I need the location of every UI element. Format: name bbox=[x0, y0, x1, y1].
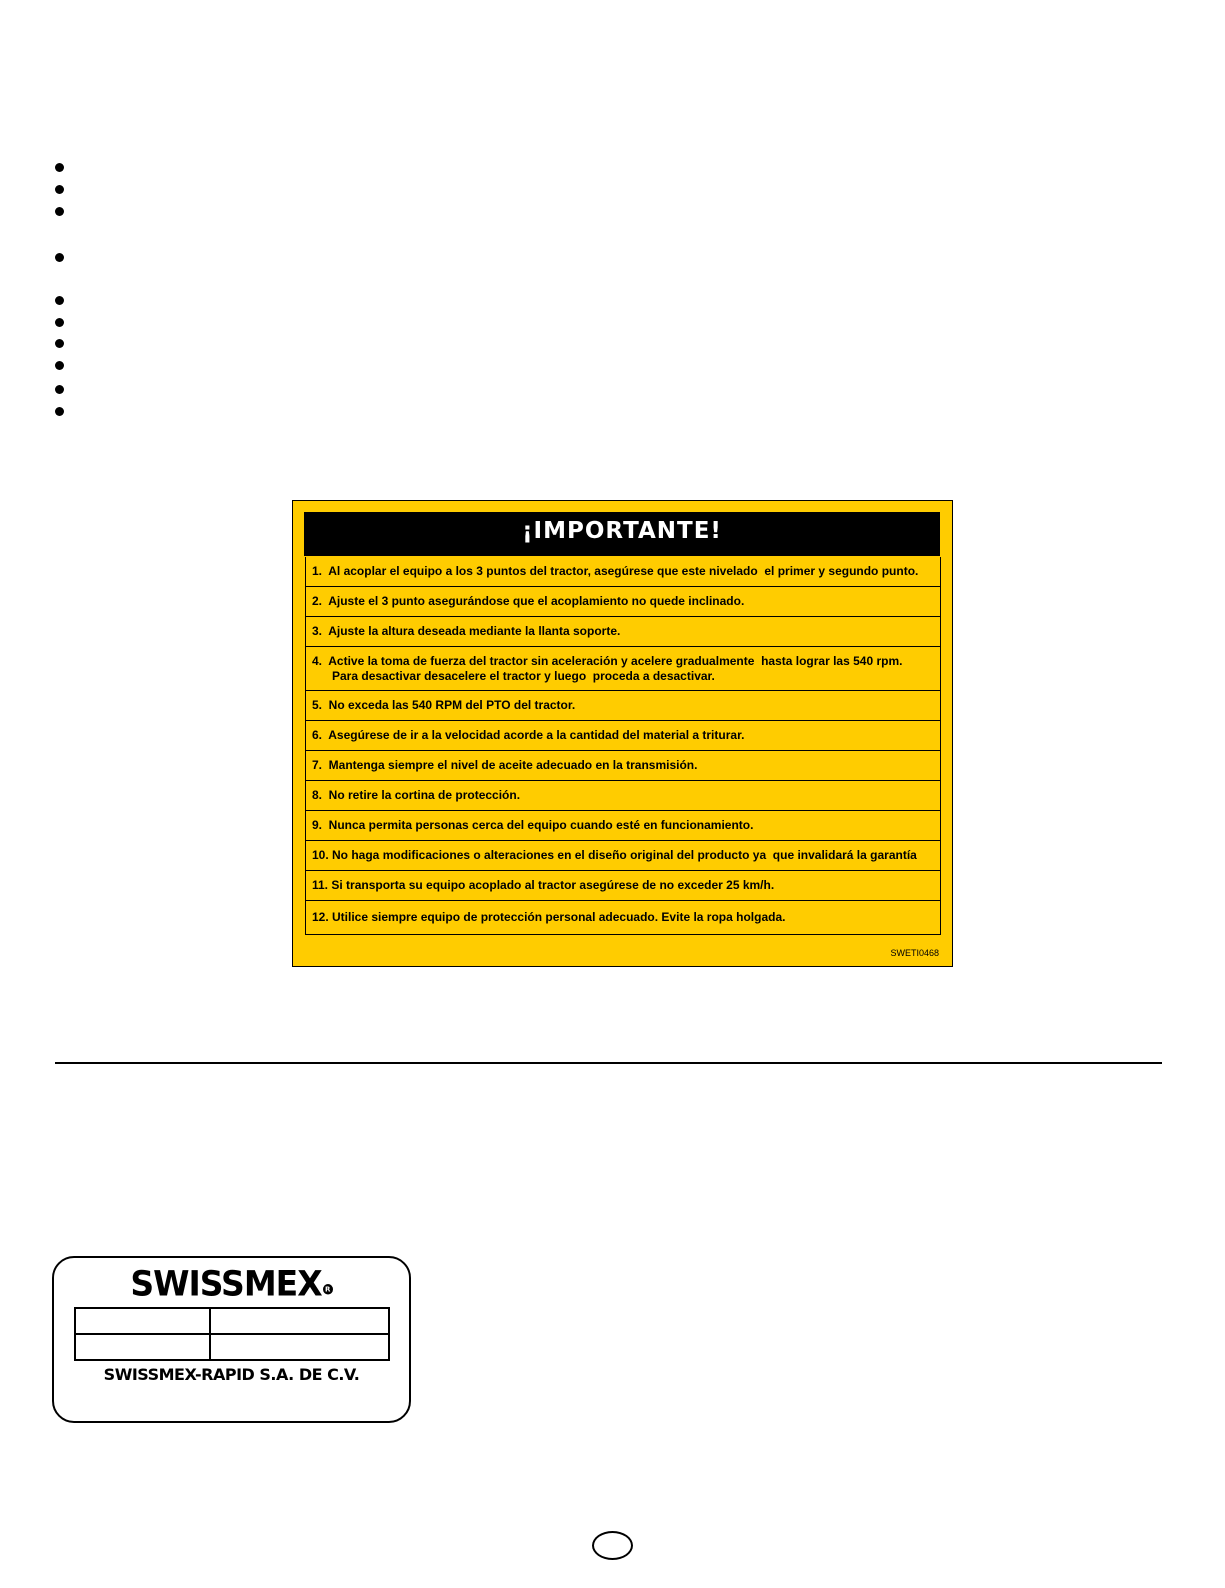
decal-instructions-table bbox=[305, 557, 941, 935]
brand-logo bbox=[54, 1263, 409, 1304]
decal-part-code: SWETI0468 bbox=[890, 948, 939, 958]
brand-name: SWISSMEX bbox=[130, 1263, 322, 1304]
page-number-oval bbox=[592, 1531, 633, 1560]
decal-title: ¡IMPORTANTE! bbox=[304, 512, 940, 556]
decal-item: 3. Ajuste la altura deseada mediante la llanta soporte. bbox=[306, 617, 940, 647]
company-name: SWISSMEX-RAPID S.A. DE C.V. bbox=[103, 1365, 360, 1384]
bullet-marker bbox=[55, 253, 64, 262]
bullet-marker bbox=[55, 296, 64, 305]
serial-plate bbox=[52, 1256, 411, 1423]
bullet-marker bbox=[55, 207, 64, 216]
registered-mark-icon: R bbox=[323, 1284, 333, 1295]
important-warning-decal bbox=[292, 500, 953, 967]
decal-item: 1. Al acoplar el equipo a los 3 puntos del tractor, asegúrese que este nivelado el primer y segundo punto. bbox=[306, 557, 940, 587]
decal-item: 6. Asegúrese de ir a la velocidad acorde a la cantidad del material a triturar. bbox=[306, 721, 940, 751]
decal-item: 2. Ajuste el 3 punto asegurándose que el acoplamiento no quede inclinado. bbox=[306, 587, 940, 617]
decal-item: 5. No exceda las 540 RPM del PTO del tractor. bbox=[306, 691, 940, 721]
decal-item: 12. Utilice siempre equipo de protección personal adecuado. Evite la ropa holgada. bbox=[312, 910, 786, 924]
bullet-marker bbox=[55, 163, 64, 172]
bullet-marker bbox=[55, 339, 64, 348]
decal-item: 7. Mantenga siempre el nivel de aceite adecuado en la transmisión. bbox=[306, 751, 940, 781]
decal-item: 8. No retire la cortina de protección. bbox=[306, 781, 940, 811]
bullet-marker bbox=[55, 361, 64, 370]
bullet-marker bbox=[55, 185, 64, 194]
decal-item: 10. No haga modificaciones o alteraciones en el diseño original del producto ya que invalidará la garantía bbox=[306, 841, 940, 871]
decal-item: 4. Active la toma de fuerza del tractor sin aceleración y acelere gradualmente hasta lograr las 540 rpm. Para desactivar desacelere el tractor y luego proceda a desactivar. bbox=[306, 647, 940, 691]
bullet-marker bbox=[55, 407, 64, 416]
bullet-marker bbox=[55, 385, 64, 394]
plate-fields-grid bbox=[74, 1307, 390, 1361]
bullet-marker bbox=[55, 318, 64, 327]
section-divider bbox=[55, 1062, 1162, 1064]
decal-item: 11. Si transporta su equipo acoplado al tractor asegúrese de no exceder 25 km/h. bbox=[306, 871, 940, 901]
decal-item: 9. Nunca permita personas cerca del equipo cuando esté en funcionamiento. bbox=[306, 811, 940, 841]
grid-divider bbox=[209, 1309, 211, 1359]
grid-divider bbox=[76, 1333, 388, 1335]
